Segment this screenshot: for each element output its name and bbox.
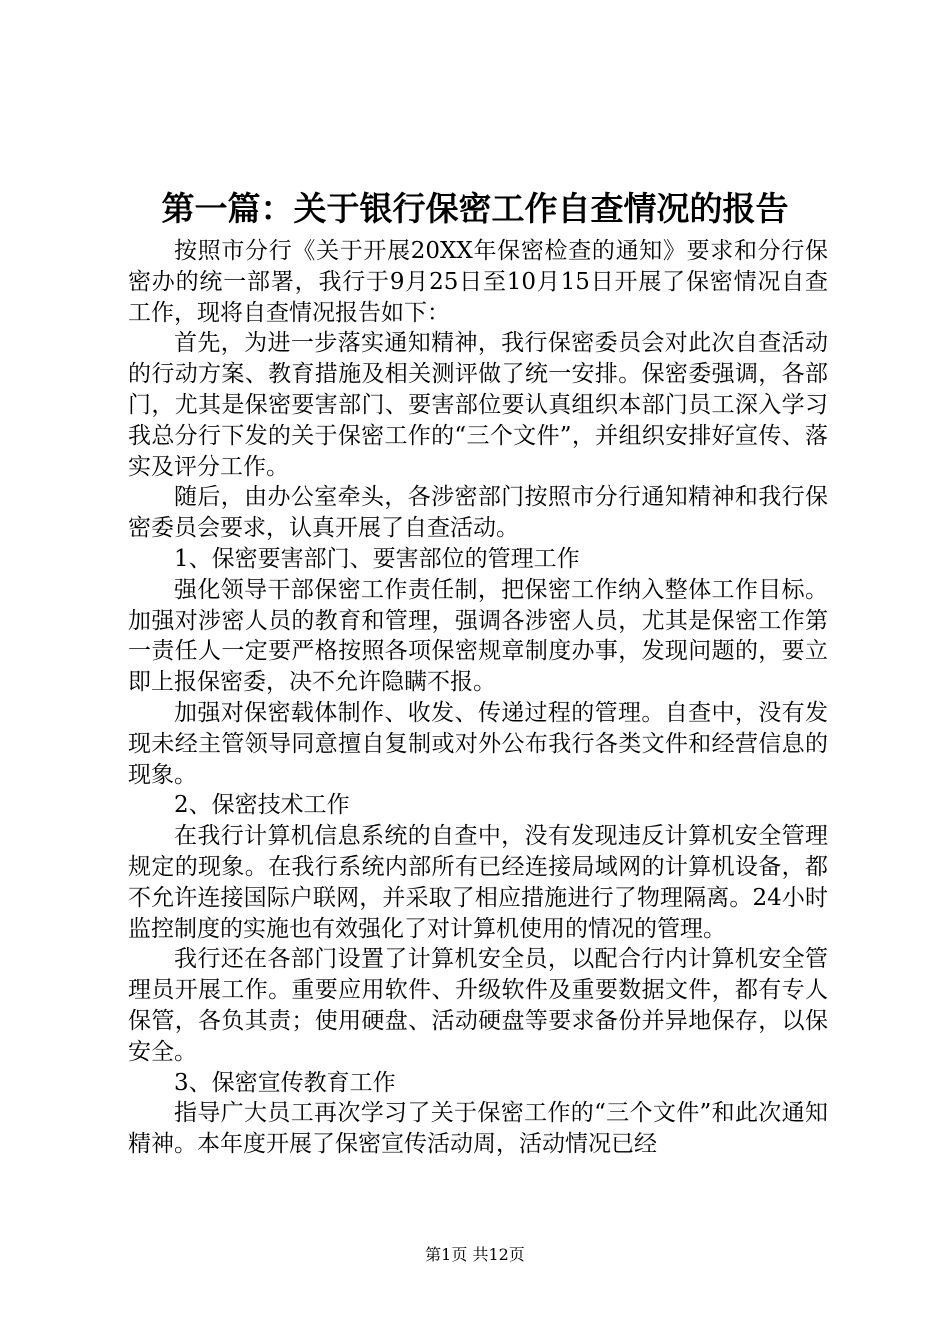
document-body [128, 236, 828, 1160]
paragraph: 随后，由办公室牵头，各涉密部门按照市分行通知精神和我行保密委员会要求，认真开展了自查活动。 [128, 484, 828, 542]
section-heading: 1、保密要害部门、要害部位的管理工作 [174, 545, 580, 572]
paragraph: 首先，为进一步落实通知精神，我行保密委员会对此次自查活动的行动方案、教育措施及相关测评做了统一安排。保密委强调，各部门，尤其是保密要害部门、要害部位要认真组织本部门员工深入学习我总分行下发的关于保密工作的“三个文件”，并组织安排好宣传、落实及评分工作。 [128, 330, 828, 480]
paragraph: 加强对保密载体制作、收发、传递过程的管理。自查中，没有发现未经主管领导同意擅自复制或对外公布我行各类文件和经营信息的现象。 [128, 699, 828, 788]
section-heading: 2、保密技术工作 [174, 792, 350, 819]
page-number-footer: 第1页 共12页 [425, 1245, 525, 1264]
paragraph: 按照市分行《关于开展20XX年保密检查的通知》要求和分行保密办的统一部署，我行于9月25日至10月15日开展了保密情况自查工作，现将自查情况报告如下： [128, 238, 828, 326]
paragraph: 我行还在各部门设置了计算机安全员，以配合行内计算机安全管理员开展工作。重要应用软件、升级软件及重要数据文件，都有专人保管，各负其责；使用硬盘、活动硬盘等要求备份并异地保存，以保安全。 [128, 946, 828, 1065]
section-heading: 3、保密宣传教育工作 [174, 1069, 396, 1096]
paragraph: 在我行计算机信息系统的自查中，没有发现违反计算机安全管理规定的现象。在我行系统内部所有已经连接局域网的计算机设备，都不允许连接国际户联网，并采取了相应措施进行了物理隔离。24小时监控制度的实施也有效强化了对计算机使用的情况的管理。 [128, 823, 828, 942]
document-title: 第一篇：关于银行保密工作自查情况的报告 [161, 189, 789, 228]
paragraph: 强化领导干部保密工作责任制，把保密工作纳入整体工作目标。加强对涉密人员的教育和管理，强调各涉密人员，尤其是保密工作第一责任人一定要严格按照各项保密规章制度办事，发现问题的，要立即上报保密委，决不允许隐瞒不报。 [128, 576, 828, 696]
paragraph: 指导广大员工再次学习了关于保密工作的“三个文件”和此次通知精神。本年度开展了保密宣传活动周，活动情况已经 [128, 1100, 828, 1158]
